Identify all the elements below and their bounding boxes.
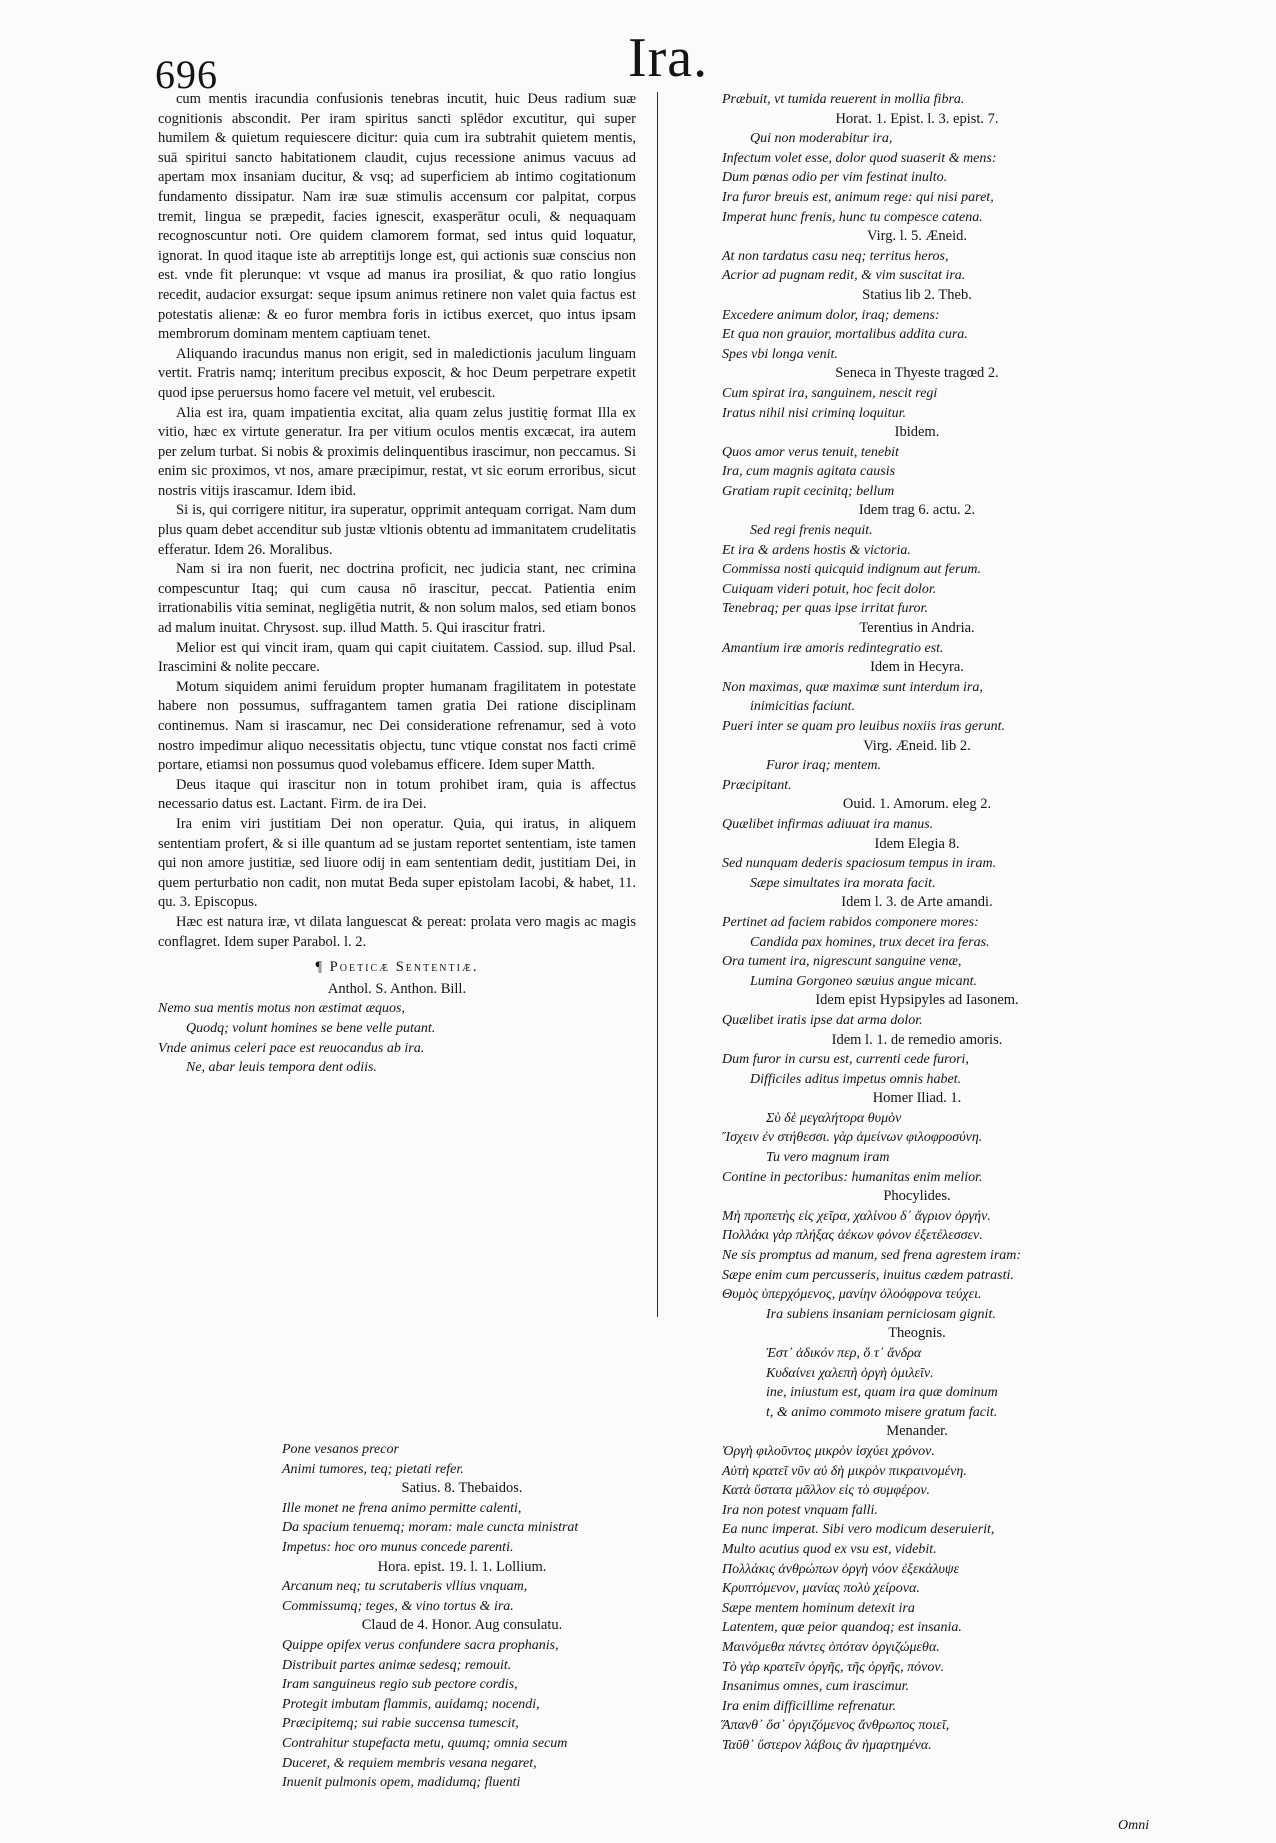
verse-line: Iram sanguineus regio sub pectore cordis,	[282, 1677, 518, 1693]
source-heading: Homer Iliad. 1.	[872, 1090, 962, 1107]
verse-line: Acrior ad pugnam redit, & vim suscitat ira.	[722, 268, 966, 284]
verse-line: Non maximas, quæ maximæ sunt interdum ira,	[722, 679, 983, 695]
verse-line: Μὴ προπετὴς εἰς χεῖρα, χαλίνου δ᾽ ἄγριον ὀργήν.	[722, 1208, 991, 1224]
prose-paragraph: Nam si ira non fuerit, nec doctrina proficit, nec judicia stant, nec crimina compescuntur Itaq; qui cum causa nō irascitur, peccat. Patientia enim irrationabilis vitia seminat, negligētia nutrit, & non solum malos, sed etiam bonos ad malum inuitat. Chrysost. sup. illud Matth. 5. Qui irascitur fratri.	[158, 561, 636, 637]
verse-line: Contrahitur stupefacta metu, quumq; omnia secum	[282, 1735, 568, 1751]
source-heading: Phocylides.	[883, 1188, 951, 1205]
verse-line: Nemo sua mentis motus non æstimat æquos,	[158, 1001, 405, 1017]
verse-line: Κυδαίνει χαλεπὴ ὀργὴ ὁμιλεῖν.	[766, 1365, 934, 1381]
verse-line: Impetus: hoc oro munus concede parenti.	[282, 1539, 514, 1555]
source-heading: Idem l. 1. de remedio amoris.	[831, 1031, 1003, 1048]
verse-line: Præcipitemq; sui rabie succensa tumescit,	[282, 1716, 519, 1732]
verse-line: Σὺ δὲ μεγαλήτορα θυμὸν	[766, 1110, 902, 1126]
page-number: 696	[155, 52, 218, 97]
prose-paragraph: Alia est ira, quam impatientia excitat, alia quam zelus justitię format Illa ex vitio, hæc ex virtute generatur. Ira per vitium oculos mentis excæcat, ira autem per zelum turbat. Si nobis & proximis delinquentibus irascimur, non peccamus. Si enim sic proximos, vt nos, amare præcipimur, restat, vt sic eorum erroribus, sicut nostris vitijs irascamur. Idem ibid.	[158, 404, 636, 499]
verse-line: Commissa nosti quicquid indignum aut ferum.	[722, 562, 982, 578]
verse-line: Ὀργὴ φιλοῦντος μικρὸν ἰσχύει χρόνον.	[722, 1443, 935, 1459]
verse-line: Cuiquam videri potuit, hoc fecit dolor.	[722, 581, 937, 597]
verse-line: Ἅπανθ᾽ ὅσ᾽ ὀργιζόμενος ἄνθρωπος ποιεῖ,	[722, 1718, 950, 1734]
source-heading: Claud de 4. Honor. Aug consulatu.	[361, 1617, 563, 1634]
source-heading: Satius. 8. Thebaidos.	[401, 1480, 523, 1497]
verse-line: Contine in pectoribus: humanitas enim melior.	[722, 1169, 983, 1185]
verse-line: Præcipitant.	[722, 777, 792, 793]
verse-line: t, & animo commoto misere gratum facit.	[766, 1404, 998, 1420]
verse-line: Ἴσχειν ἐν στήθεσσι. γὰρ ἀμείνων φιλοφροσύνη.	[722, 1130, 983, 1146]
source-heading: Idem l. 3. de Arte amandi.	[841, 894, 993, 911]
verse-line: Candida pax homines, trux decet ira feras.	[750, 934, 990, 950]
prose-paragraph: Aliquando iracundus manus non erigit, sed in maledictionis jaculum linguam vertit. Fratris namq; interitum precibus exposcit, & hoc Deum perpetrare expetit quod ipse peruersus homo facere vel metuit, vel erubescit.	[158, 345, 636, 401]
verse-line: Ira furor breuis est, animum rege: qui nisi paret,	[722, 189, 994, 205]
verse-line: Ira enim difficillime refrenatur.	[722, 1698, 896, 1714]
verse-line: Duceret, & requiem membris vesana negaret,	[282, 1755, 537, 1771]
prose-paragraph: Melior est qui vincit iram, quam qui capit ciuitatem. Cassiod. sup. illud Psal. Irascimini & nolite peccare.	[158, 639, 636, 676]
verse-line: inimicitias faciunt.	[750, 699, 855, 715]
verse-line: Præbuit, vt tumida reuerent in mollia fibra.	[722, 92, 965, 107]
verse-line: Sæpe enim cum percusseris, inuitus cædem patrasti.	[722, 1267, 1014, 1283]
source-heading: Idem epist Hypsipyles ad Iasonem.	[815, 992, 1019, 1009]
verse-line: Pone vesanos precor	[282, 1442, 399, 1457]
verse-line: Multo acutius quod ex vsu est, videbit.	[722, 1541, 937, 1557]
verse-line: Quælibet iratis ipse dat arma dolor.	[722, 1012, 923, 1028]
verse-line: Tenebraq; per quas ipse irritat furor.	[722, 601, 928, 617]
source-heading: Idem trag 6. actu. 2.	[858, 502, 976, 519]
source-heading: Ouid. 1. Amorum. eleg 2.	[842, 796, 992, 813]
verse-line: Qui non moderabitur ira,	[750, 131, 893, 147]
verse-line: Αὐτὴ κρατεῖ νῦν αὐ δὴ μικρὸν πικραινομένη.	[722, 1463, 967, 1479]
verse-line: Ira non potest vnquam falli.	[722, 1502, 878, 1518]
verse-line: Infectum volet esse, dolor quod suaserit & mens:	[722, 150, 997, 166]
source-heading: Theognis.	[888, 1325, 946, 1342]
verse-line: Quodq; volunt homines se bene velle putant.	[186, 1020, 436, 1036]
verse-line: Ira, cum magnis agitata causis	[722, 464, 896, 480]
verse-line: Quos amor verus tenuit, tenebit	[722, 444, 899, 460]
verse-line: Κρυπτόμενον, μανίας πολὺ χείρονα.	[722, 1581, 920, 1597]
verse-line: Iratus nihil nisi criminą loquitur.	[722, 405, 906, 421]
lower-left-poems	[282, 1440, 642, 1793]
verse-line: At non tardatus casu neq; territus heros,	[722, 248, 949, 264]
source-heading: Statius lib 2. Theb.	[862, 286, 972, 303]
verse-line: Ἐστ᾽ ἀδικόν περ, ὅ τ᾽ ἄνδρα	[766, 1346, 922, 1361]
verse-line: Imperat hunc frenis, hunc tu compesce catena.	[722, 209, 983, 225]
verse-line: Ille monet ne frena animo permitte calenti,	[282, 1500, 522, 1516]
column-divider	[657, 92, 658, 1317]
verse-line: Et ira & ardens hostis & victoria.	[722, 542, 911, 558]
verse-line: Inuenit pulmonis opem, madidumq; fluenti	[282, 1775, 521, 1791]
verse-line: Commissumq; teges, & vino tortus & ira.	[282, 1598, 514, 1614]
verse-line: Ne sis promptus ad manum, sed frena agrestem iram:	[722, 1248, 1022, 1264]
verse-line: Spes vbi longa venit.	[722, 346, 838, 362]
verse-line: Insanimus omnes, cum irascimur.	[722, 1679, 910, 1695]
prose-paragraph: Motum siquidem animi feruidum propter humanam fragilitatem in potestate habere non possumus, suffragantem tamen gratia Dei ratione disciplinam continemus. Nam si irascamur, nec Dei consideratione refrenamur, sed à voto nostro impedimur aliquo necessitatis objectu, tunc vtique constat nos facti crimē portare, etiamsi non possumus quod volebamus efficere. Idem super Matth.	[158, 678, 636, 774]
verse-line: Ora tument ira, nigrescunt sanguine venæ,	[722, 954, 962, 970]
prose-paragraph: Si is, qui corrigere nititur, ira superatur, opprimit antequam corrigat. Nam dum plus quam debet accenditur sub justæ vltionis obtentu ad immanitatem crudelitatis efferatur. Idem 26. Moralibus.	[158, 502, 636, 558]
verse-line: Sæpe simultates ira morata facit.	[750, 875, 936, 891]
verse-line: Animi tumores, teq; pietati refer.	[282, 1461, 464, 1477]
verse-line: Τὸ γὰρ κρατεῖν ὀργῆς, τῆς ὀργῆς, πόνον.	[722, 1659, 945, 1675]
prose-paragraph: Hæc est natura iræ, vt dilata languescat & pereat: prolata vero magis ac magis conflagret. Idem super Parabol. l. 2.	[158, 913, 636, 950]
verse-line: Πολλάκις ἀνθρώπων ὀργὴ νόον ἐξεκάλυψε	[722, 1561, 960, 1577]
source-heading: Anthol. S. Anthon. Bill.	[327, 980, 467, 997]
source-heading: Idem in Hecyra.	[870, 659, 964, 676]
verse-line: Πολλάκι γὰρ πλήξας ἀέκων φόνον ἐξετέλεσσεν.	[722, 1228, 983, 1244]
source-heading: Ibidem.	[894, 424, 940, 441]
verse-line: Sæpe mentem hominum detexit ira	[722, 1600, 915, 1616]
verse-line: Difficiles aditus impetus omnis habet.	[750, 1071, 962, 1087]
prose-paragraph: Deus itaque qui irascitur non in totum prohibet iram, quia is affectus necessario datus est. Lactant. Firm. de ira Dei.	[158, 776, 636, 813]
running-head: Ira.	[628, 27, 709, 89]
verse-line: Furor iraq; mentem.	[766, 758, 881, 774]
verse-line: Lumina Gorgoneo sæuius angue micant.	[750, 973, 977, 989]
source-heading: Hora. epist. 19. l. 1. Lollium.	[377, 1558, 547, 1575]
verse-line: Sed regi frenis nequit.	[750, 523, 873, 539]
verse-line: Et qua non grauior, mortalibus addita cura.	[722, 327, 968, 343]
verse-line: Dum pœnas odio per vim festinat inulto.	[722, 170, 948, 186]
verse-line: Sed nunquam dederis spaciosum tempus in iram.	[722, 856, 997, 872]
verse-line: Pertinet ad faciem rabidos componere mores:	[722, 914, 979, 930]
verse-line: Gratiam rupit cecinitq; bellum	[722, 483, 895, 499]
prose-paragraph: cum mentis iracundia confusionis tenebras incutit, huic Deus radium suæ cognitionis abscondit. Per iram spiritus sancti splēdor excutitur, qui super humilem & quietum requiescere dicitur: quia cum ira subtrahit quietem mentis, suā spiritui sancto habitationem claudit, cujus recessione animus vacuus ad apertam mox insaniam ducitur, & vsq; ad superficiem ab intimo cogitationum fundamento dissipatur. Nam iræ suæ stimulis accensum cor palpitat, corpus tremit, lingua se præpedit, facies ignescit, exasperātur oculi, & nequaquam recognoscuntur noti. Ore quidem clamorem format, sed intus quid loquatur, ignorat. In quod itaque iste ab arreptitijs longe est, qui actionis suæ conscius non est. vnde fit plerunque: vt vsque ad manus ira prosiliat, & quo ratio longius recedit, audacior exsurgat: seque ipsum animus retinere non valet quia factus est potestatis alienæ: & eo furor membra foris in ictibus exercet, quo intus ipsam membrorum dominam mentem captiuam tenet.	[158, 91, 636, 343]
verse-line: Protegit imbutam flammis, auidamq; nocendi,	[282, 1696, 540, 1712]
source-heading: Terentius in Andria.	[859, 620, 975, 637]
prose-paragraph: Ira enim viri justitiam Dei non operatur. Quia, qui iratus, in aliquem sententiam profert, & si ille quantum ad se justam reportet sententiam, iste tamen qui non amore justitiæ, sed liuore odij in eam sententiam dedit, justitiam Dei, in quem perturbatio non cadit, non mutat Beda super epistolam Iacobi, & habet, 11. qu. 3. Episcopus.	[158, 815, 636, 911]
source-heading: Menander.	[886, 1423, 948, 1440]
verse-line: Θυμὸς ὑπερχόμενος, μανίην ὀλοόφρονα τεύχει.	[722, 1287, 982, 1303]
verse-line: Μαινόμεθα πάντες ὁπόταν ὀργιζώμεθα.	[722, 1639, 940, 1655]
verse-line: Tu vero magnum iram	[766, 1150, 890, 1166]
source-heading: Idem Elegia 8.	[874, 835, 960, 852]
catchword: Omni	[1118, 1818, 1150, 1833]
right-column	[722, 90, 1112, 1755]
source-heading: Horat. 1. Epist. l. 3. epist. 7.	[835, 110, 999, 127]
left-column	[158, 90, 636, 1078]
verse-line: Dum furor in cursu est, currenti cede furori,	[722, 1052, 969, 1068]
verse-line: Ea nunc imperat. Sibi vero modicum deseruierit,	[722, 1522, 995, 1538]
verse-line: ine, iniustum est, quam ira quæ dominum	[766, 1385, 998, 1401]
verse-line: Vnde animus celeri pace est reuocandus ab ira.	[158, 1040, 425, 1056]
source-heading: Virg. l. 5. Æneid.	[867, 228, 967, 245]
verse-line: Distribuit partes animæ sedesq; remouit.	[282, 1657, 512, 1673]
source-heading: Seneca in Thyeste tragœd 2.	[835, 365, 999, 382]
verse-line: Excedere animum dolor, iraq; demens:	[722, 307, 940, 323]
verse-line: Ταῦθ᾽ ὕστερον λάβοις ἂν ἡμαρτημένα.	[722, 1737, 932, 1753]
verse-line: Latentem, quæ peior quandoq; est insania.	[722, 1620, 962, 1636]
verse-line: Pueri inter se quam pro leuibus noxiis iras gerunt.	[722, 719, 1005, 734]
verse-line: Κατὰ ὕστατα μᾶλλον εἰς τὸ συμφέρον.	[722, 1483, 931, 1499]
verse-line: Da spacium tenuemq; moram: male cuncta ministrat	[282, 1520, 579, 1536]
source-heading: Virg. Æneid. lib 2.	[863, 737, 971, 754]
verse-line: Arcanum neq; tu scrutaberis vllius vnquam,	[282, 1579, 528, 1595]
section-heading: ¶ Poeticæ Sententiæ.	[315, 959, 479, 976]
verse-line: Amantium iræ amoris redintegratio est.	[722, 640, 944, 656]
verse-line: Ne, abar leuis tempora dent odiis.	[186, 1060, 377, 1076]
verse-line: Quælibet infirmas adiuuat ira manus.	[722, 816, 934, 832]
verse-line: Quippe opifex verus confundere sacra prophanis,	[282, 1637, 559, 1653]
verse-line: Ira subiens insaniam perniciosam gignit.	[766, 1306, 996, 1322]
verse-line: Cum spirat ira, sanguinem, nescit regi	[722, 385, 938, 401]
